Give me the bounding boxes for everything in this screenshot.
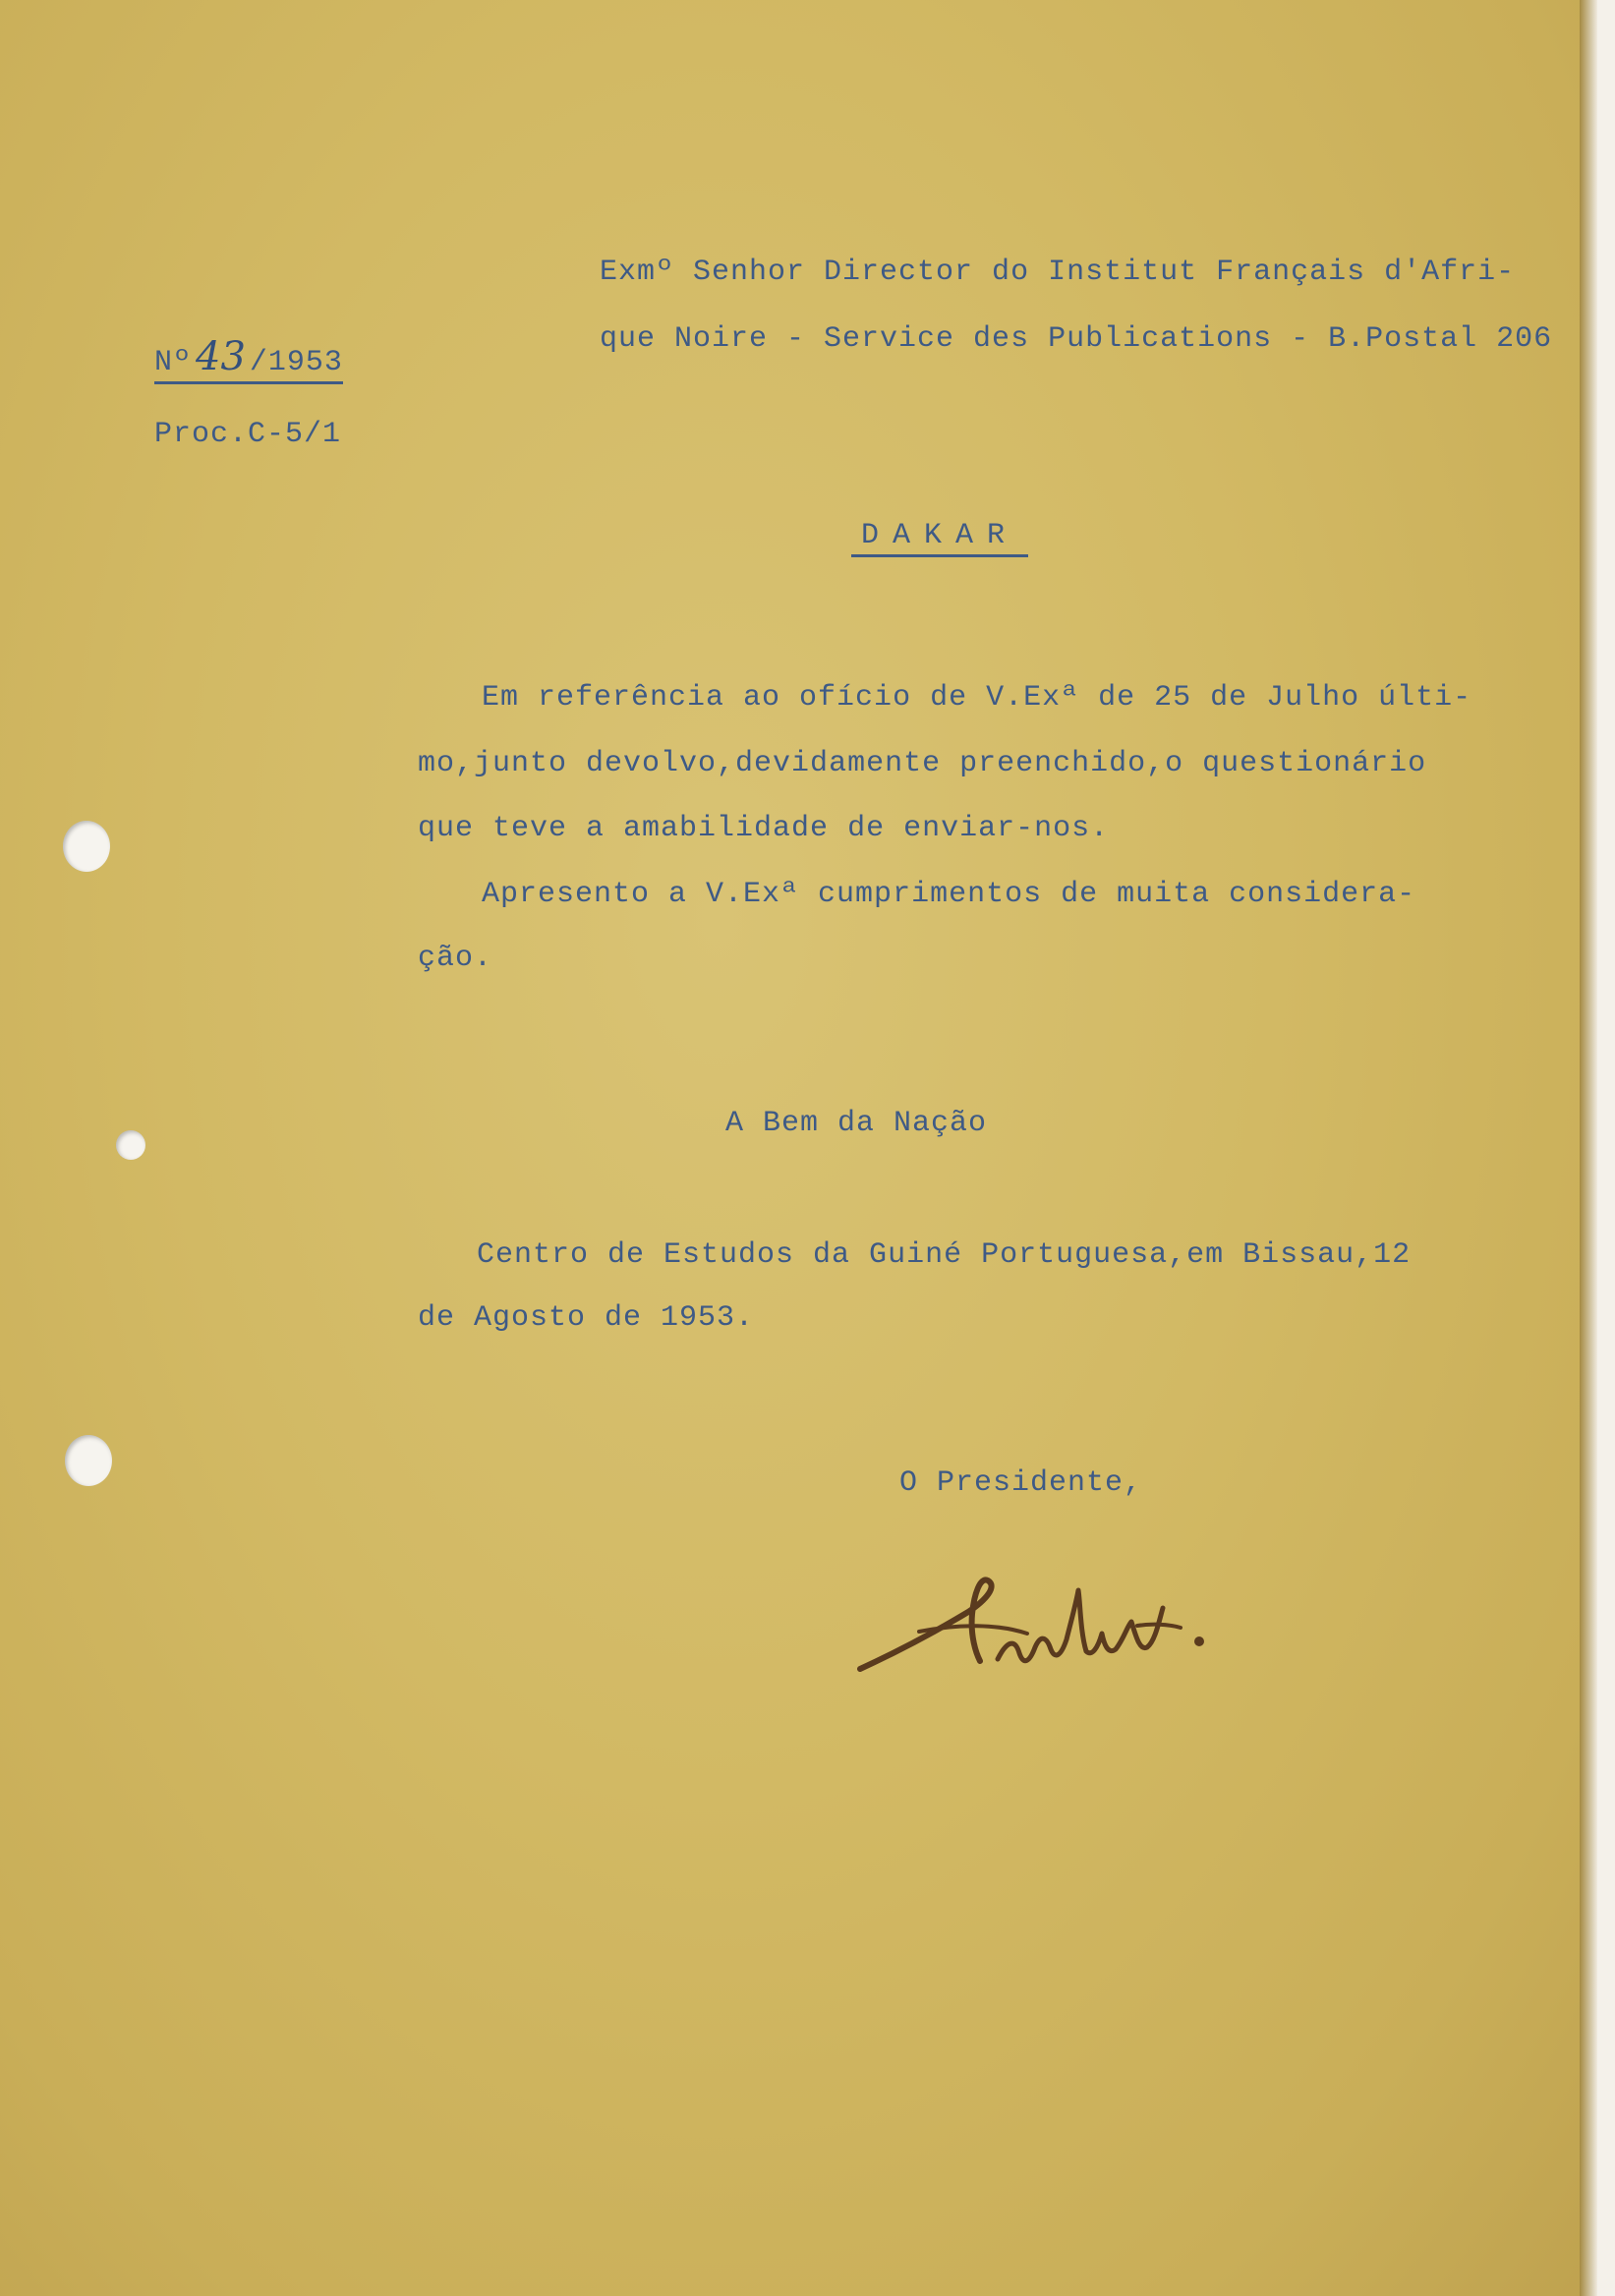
reference-prefix: Nº — [154, 346, 193, 379]
punch-hole-icon — [65, 1435, 112, 1486]
place-date-line-1: Centro de Estudos da Guiné Portuguesa,em Bissau,12 — [477, 1238, 1412, 1272]
process-number: Proc.C-5/1 — [154, 418, 342, 451]
page-edge — [1580, 0, 1597, 2296]
reference-number — [154, 334, 343, 384]
body-line-2: mo,junto devolvo,devidamente preenchido,o questionário — [418, 747, 1427, 780]
addressee-line-2: que Noire - Service des Publications - B.Postal 206 — [600, 322, 1553, 356]
reference-handwritten-number: 43 — [196, 334, 246, 379]
place-date-line-2: de Agosto de 1953. — [418, 1301, 755, 1335]
body-line-4: Apresento a V.Exª cumprimentos de muita considera- — [482, 878, 1416, 911]
addressee-line-1: Exmº Senhor Director do Institut Français d'Afri- — [600, 256, 1516, 289]
body-line-3: que teve a amabilidade de enviar-nos. — [418, 812, 1110, 845]
addressee-city: DAKAR — [851, 519, 1028, 557]
body-line-1: Em referência ao ofício de V.Exª de 25 de Julho últi- — [482, 681, 1472, 715]
closing-formula: A Bem da Nação — [725, 1107, 988, 1140]
punch-hole-icon — [63, 821, 110, 872]
signature-icon — [850, 1543, 1263, 1700]
punch-hole-icon — [116, 1130, 145, 1160]
body-line-5: ção. — [418, 942, 493, 975]
signatory-title: O Presidente, — [899, 1466, 1143, 1500]
reference-year: /1953 — [249, 346, 343, 379]
